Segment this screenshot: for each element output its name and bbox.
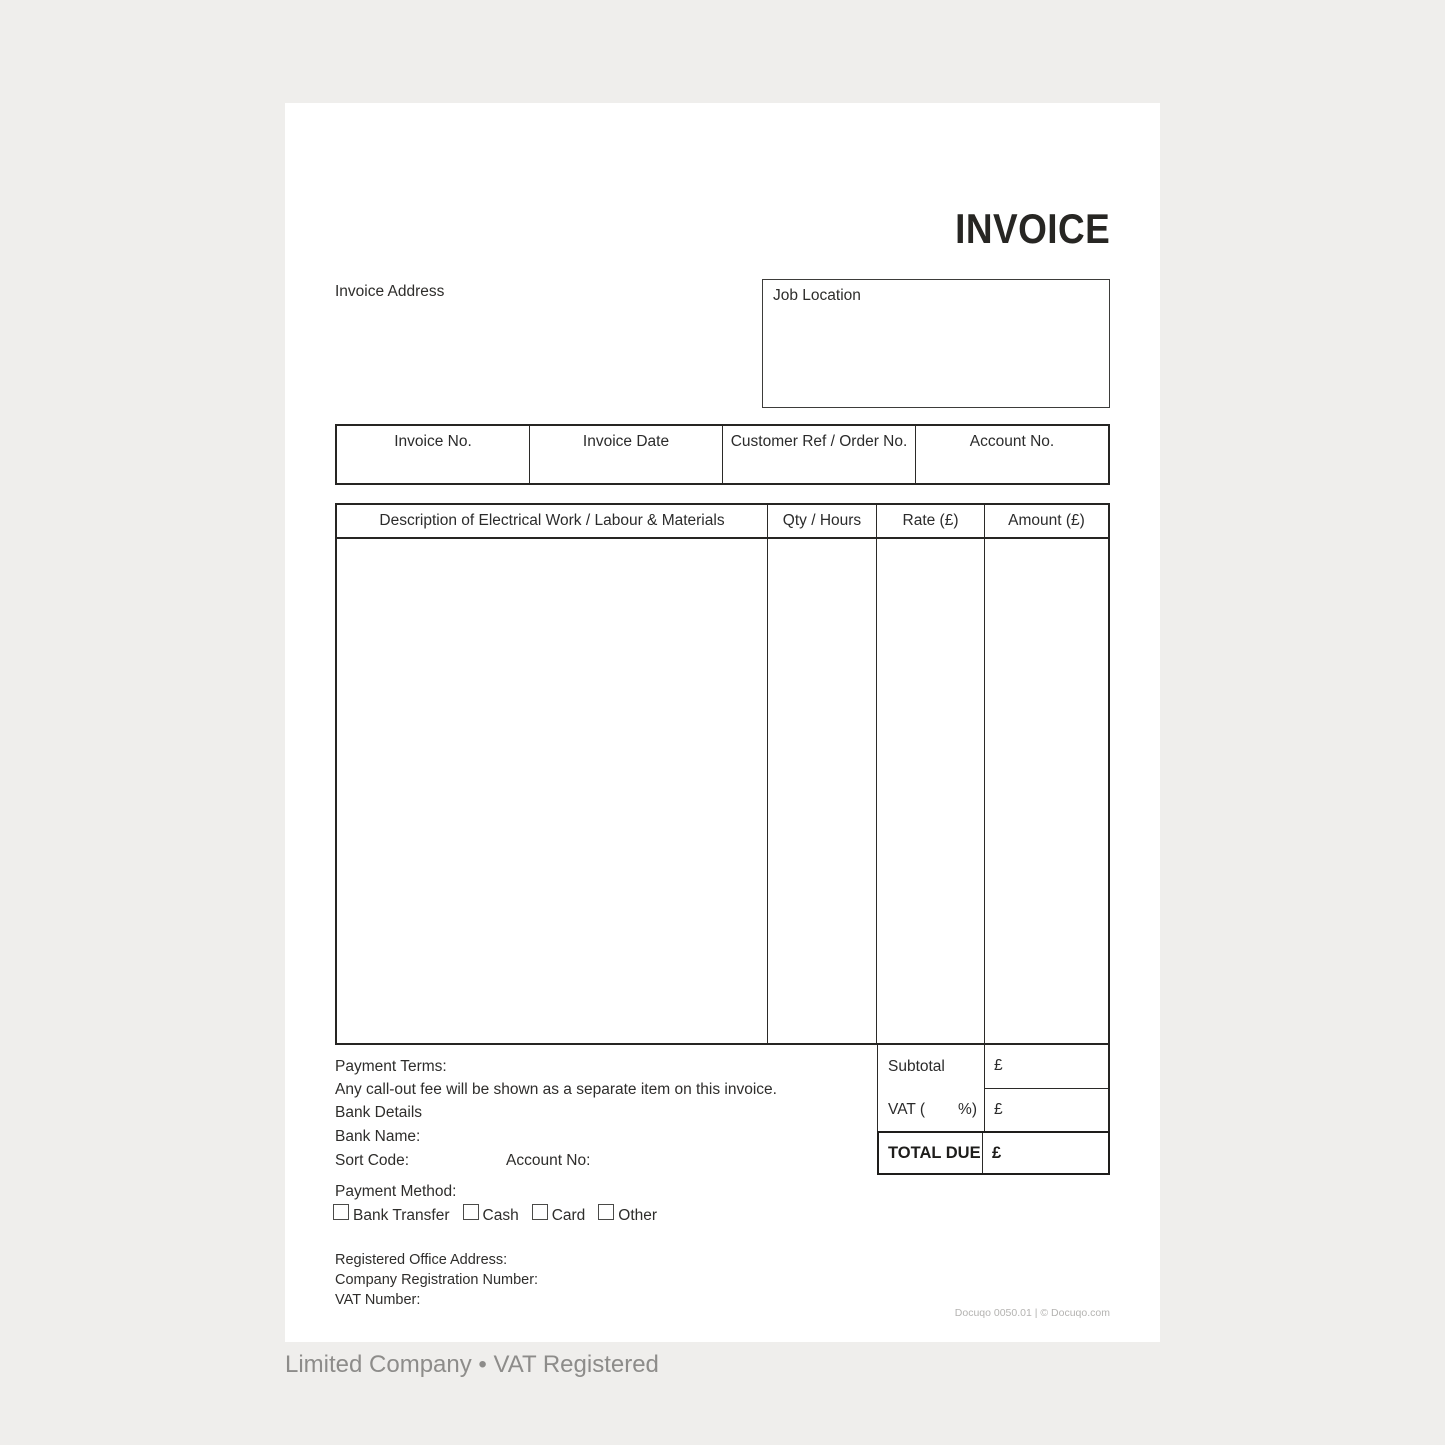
callout-fee-note: Any call-out fee will be shown as a separate item on this invoice. <box>335 1081 777 1098</box>
document-reference: Docuqo 0050.01 | © Docuqo.com <box>954 1307 1110 1319</box>
subtotal-vat-block <box>877 1045 1110 1131</box>
job-location-box[interactable] <box>762 279 1110 408</box>
subtotal-amount-cell[interactable] <box>985 1045 1108 1089</box>
bank-transfer-checkbox[interactable] <box>333 1204 349 1220</box>
sort-code-label: Sort Code: <box>335 1152 410 1169</box>
items-table <box>335 503 1110 1045</box>
registered-office-label: Registered Office Address: <box>335 1252 508 1268</box>
company-registration-label: Company Registration Number: <box>335 1272 539 1288</box>
totals-labels <box>878 1045 984 1131</box>
invoice-address-label: Invoice Address <box>335 283 445 300</box>
rate-entry-area[interactable] <box>877 539 985 1043</box>
invoice-info-table <box>335 424 1110 485</box>
invoice-page <box>285 103 1160 1342</box>
vat-number-label: VAT Number: <box>335 1292 421 1308</box>
vat-amount-cell[interactable] <box>985 1089 1108 1132</box>
invoice-title: INVOICE <box>954 205 1110 252</box>
invoice-date-cell[interactable] <box>530 426 723 483</box>
invoice-no-cell[interactable] <box>337 426 530 483</box>
description-entry-area[interactable] <box>337 539 768 1043</box>
bank-name-label: Bank Name: <box>335 1128 421 1145</box>
total-due-block <box>877 1131 1110 1175</box>
customer-ref-header: Customer Ref / Order No. <box>730 433 908 450</box>
other-checkbox[interactable] <box>598 1204 614 1220</box>
method-cash <box>463 1204 519 1225</box>
customer-ref-cell[interactable] <box>723 426 916 483</box>
amount-column-header: Amount (£) <box>1008 512 1085 529</box>
invoice-date-header: Invoice Date <box>582 433 670 450</box>
account-no-cell[interactable] <box>916 426 1108 483</box>
subtotal-label: Subtotal <box>888 1057 945 1075</box>
bank-details-label: Bank Details <box>335 1104 423 1121</box>
subtotal-row-label <box>878 1045 984 1088</box>
method-bank-transfer <box>333 1204 450 1225</box>
card-checkbox[interactable] <box>532 1204 548 1220</box>
vat-row-label <box>878 1088 984 1131</box>
total-due-label: TOTAL DUE <box>879 1133 983 1173</box>
description-column-header: Description of Electrical Work / Labour & Materials <box>337 505 768 537</box>
invoice-no-header: Invoice No. <box>394 433 472 450</box>
items-table-header <box>337 505 1108 539</box>
account-no-header: Account No. <box>969 433 1055 450</box>
payment-method-label: Payment Method: <box>335 1183 457 1200</box>
items-table-body <box>337 539 1108 1043</box>
product-caption: Limited Company • VAT Registered <box>285 1351 659 1378</box>
subtotal-currency: £ <box>994 1057 1003 1075</box>
cash-label: Cash <box>482 1207 519 1224</box>
rate-column-header: Rate (£) <box>877 505 985 537</box>
amount-entry-area[interactable] <box>985 539 1108 1043</box>
job-location-label: Job Location <box>773 287 861 304</box>
vat-label-close: %) <box>958 1100 977 1118</box>
qty-hours-entry-area[interactable] <box>768 539 877 1043</box>
total-due-amount-cell[interactable] <box>983 1133 1108 1173</box>
totals-section <box>877 1045 1110 1175</box>
payment-terms-label: Payment Terms: <box>335 1058 447 1075</box>
cash-checkbox[interactable] <box>463 1204 479 1220</box>
card-label: Card <box>551 1207 586 1224</box>
total-due-currency: £ <box>992 1143 1002 1162</box>
account-no-label: Account No: <box>506 1152 591 1169</box>
totals-amounts <box>984 1045 1108 1131</box>
vat-currency: £ <box>994 1100 1003 1118</box>
vat-label-open: VAT ( <box>888 1100 926 1118</box>
payment-methods-row <box>333 1204 657 1225</box>
method-card <box>532 1204 586 1225</box>
method-other <box>598 1204 657 1225</box>
bank-transfer-label: Bank Transfer <box>353 1207 450 1224</box>
other-label: Other <box>618 1207 658 1224</box>
qty-hours-column-header: Qty / Hours <box>768 505 877 537</box>
